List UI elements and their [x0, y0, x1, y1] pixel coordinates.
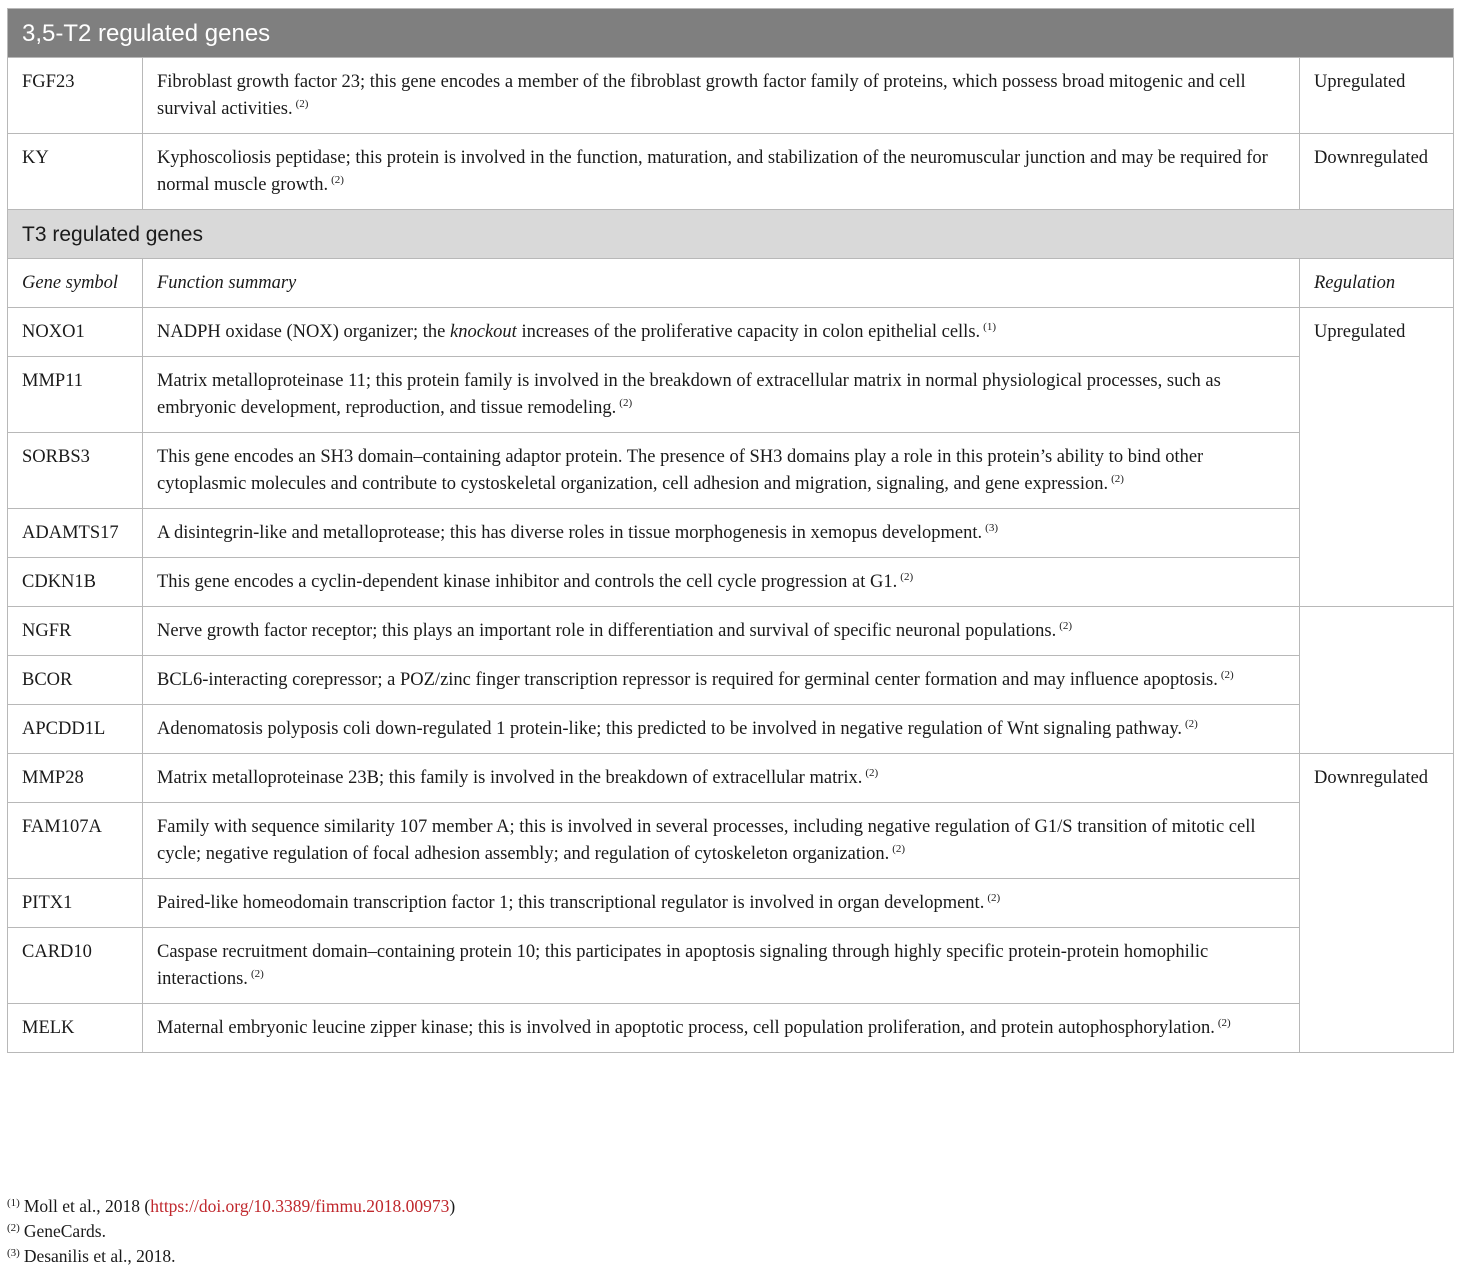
gene-symbol: NGFR: [8, 607, 143, 656]
gene-symbol: NOXO1: [8, 308, 143, 357]
table-row: [8, 357, 1454, 433]
reference-marker: (2): [1220, 669, 1234, 681]
table-row: [8, 607, 1454, 656]
gene-symbol: CARD10: [8, 928, 143, 1004]
column-header-row: [8, 259, 1454, 308]
gene-symbol: FAM107A: [8, 803, 143, 879]
reference-marker: (2): [892, 843, 906, 855]
footnote-3: $^{(3)}$ Desanilis et al., 2018.: [7, 1246, 176, 1266]
section-title-t2: 3,5-T2 regulated genes: [8, 9, 1454, 58]
table-row: [8, 754, 1454, 803]
footnote-2: $^{(2)}$ GeneCards.: [7, 1221, 106, 1241]
function-summary: Paired-like homeodomain transcription factor 1; this transcriptional regulator is involved in organ development. $^{(2)}$: [143, 879, 1300, 928]
gene-symbol: CDKN1B: [8, 558, 143, 607]
footnote-marker: (1): [7, 1197, 20, 1209]
gene-symbol: MMP11: [8, 357, 143, 433]
function-summary: This gene encodes a cyclin-dependent kinase inhibitor and controls the cell cycle progression at G1. $^{(2)}$: [143, 558, 1300, 607]
footnote-marker: (3): [7, 1247, 20, 1259]
function-summary: Adenomatosis polyposis coli down-regulated 1 protein-like; this predicted to be involved in negative regulation of Wnt signaling pathway. $^{(2)}$: [143, 705, 1300, 754]
function-summary: Family with sequence similarity 107 member A; this is involved in several processes, including negative regulation of G1/S transition of mitotic cell cycle; negative regulation of focal adhesion assembly; and regulation of cytoskeleton organization. $^{(2)}$: [143, 803, 1300, 879]
table-row: [8, 1004, 1454, 1053]
footnote-marker: (2): [7, 1222, 20, 1234]
doi-link[interactable]: https://doi.org/10.3389/fimmu.2018.00973: [150, 1196, 450, 1216]
section-header-row: [8, 9, 1454, 58]
regulation-value: Upregulated: [1300, 308, 1454, 607]
reference-marker: (2): [331, 174, 344, 186]
section-title-t3: T3 regulated genes: [8, 210, 1454, 259]
function-summary: Nerve growth factor receptor; this plays an important role in differentiation and survival of specific neuronal populations. $^{(2)}$: [143, 607, 1300, 656]
reference-marker: (2): [1059, 620, 1073, 632]
regulation-value: [1300, 607, 1454, 754]
footnote-1: $^{(1)}$ Moll et al., 2018 (https://doi.org/10.3389/fimmu.2018.00973): [7, 1196, 456, 1216]
gene-symbol: APCDD1L: [8, 705, 143, 754]
table-row: [8, 58, 1454, 134]
table-row: [8, 558, 1454, 607]
reference-marker: (2): [1185, 718, 1198, 730]
gene-table-container: [7, 8, 1453, 1053]
table-row: [8, 928, 1454, 1004]
column-header-regulation: Regulation: [1300, 259, 1454, 308]
column-header-gene: Gene symbol: [8, 259, 143, 308]
regulation-value: Upregulated: [1300, 58, 1454, 134]
function-summary: NADPH oxidase (NOX) organizer; the knockout increases of the proliferative capacity in colon epithelial cells. $^{(1)}$: [143, 308, 1300, 357]
reference-marker: (2): [1111, 473, 1124, 485]
table-row: [8, 879, 1454, 928]
reference-marker: (2): [987, 892, 1001, 904]
table-row: [8, 803, 1454, 879]
table-row: [8, 656, 1454, 705]
function-summary: Fibroblast growth factor 23; this gene encodes a member of the fibroblast growth factor family of proteins, which possess broad mitogenic and cell survival activities. $^{(2)}$: [143, 58, 1300, 134]
section-header-row: [8, 210, 1454, 259]
table-row: [8, 134, 1454, 210]
column-header-function: Function summary: [143, 259, 1300, 308]
gene-symbol: ADAMTS17: [8, 509, 143, 558]
regulation-value: Downregulated: [1300, 754, 1454, 1053]
table-row: [8, 705, 1454, 754]
reference-marker: (2): [250, 968, 264, 980]
reference-marker: (1): [983, 321, 996, 333]
gene-symbol: PITX1: [8, 879, 143, 928]
regulation-value: Downregulated: [1300, 134, 1454, 210]
function-summary: BCL6-interacting corepressor; a POZ/zinc finger transcription repressor is required for germinal center formation and may influence apoptosis. $^{(2)}$: [143, 656, 1300, 705]
function-summary: Kyphoscoliosis peptidase; this protein is involved in the function, maturation, and stabilization of the neuromuscular junction and may be required for normal muscle growth. $^{(2)}$: [143, 134, 1300, 210]
table-row: [8, 308, 1454, 357]
gene-symbol: MMP28: [8, 754, 143, 803]
reference-marker: (2): [865, 767, 879, 779]
table-row: [8, 509, 1454, 558]
reference-marker: (3): [985, 522, 998, 534]
gene-symbol: MELK: [8, 1004, 143, 1053]
table-row: [8, 433, 1454, 509]
function-summary: Matrix metalloproteinase 23B; this family is involved in the breakdown of extracellular matrix. $^{(2)}$: [143, 754, 1300, 803]
function-summary: Caspase recruitment domain–containing protein 10; this participates in apoptosis signaling through highly specific protein-protein homophilic interactions. $^{(2)}$: [143, 928, 1300, 1004]
gene-symbol: SORBS3: [8, 433, 143, 509]
gene-symbol: KY: [8, 134, 143, 210]
reference-marker: (2): [900, 571, 914, 583]
reference-marker: (2): [295, 98, 309, 110]
reference-marker: (2): [1217, 1017, 1231, 1029]
function-summary: This gene encodes an SH3 domain–containing adaptor protein. The presence of SH3 domains play a role in this protein’s ability to bind other cytoplasmic molecules and contribute to cystoskeletal organization, cell adhesion and migration, signaling, and gene expression. $^{(2)}$: [143, 433, 1300, 509]
gene-table: [7, 8, 1454, 1053]
function-summary: A disintegrin-like and metalloprotease; this has diverse roles in tissue morphogenesis in xemopus development. $^{(3)}$: [143, 509, 1300, 558]
reference-marker: (2): [619, 397, 633, 409]
function-summary: Matrix metalloproteinase 11; this protein family is involved in the breakdown of extracellular matrix in normal physiological processes, such as embryonic development, reproduction, and tissue remodeling. $^{(2)}$: [143, 357, 1300, 433]
function-summary: Maternal embryonic leucine zipper kinase; this is involved in apoptotic process, cell population proliferation, and protein autophosphorylation. $^{(2)}$: [143, 1004, 1300, 1053]
gene-symbol: FGF23: [8, 58, 143, 134]
gene-symbol: BCOR: [8, 656, 143, 705]
